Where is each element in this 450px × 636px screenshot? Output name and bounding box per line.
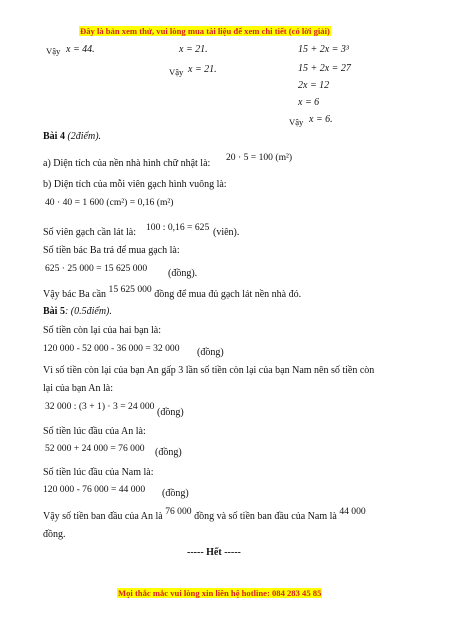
exercise-points: : (0.5điểm). bbox=[64, 306, 112, 317]
an-remaining-equation: 32 000 : (3 + 1) · 3 = 24 000 bbox=[45, 401, 155, 412]
conclusion-prefix: Vậy bác Ba cần bbox=[43, 289, 107, 300]
reason-line-2: lại của bạn An là: bbox=[43, 383, 113, 394]
conclusion-middle: đồng và số tiền ban đầu của Nam là bbox=[194, 511, 337, 522]
remaining-equation: 120 000 - 52 000 - 36 000 = 32 000 bbox=[43, 343, 180, 354]
remaining-text: Số tiền còn lại của hai bạn là: bbox=[43, 325, 162, 336]
final-conclusion-end: đồng. bbox=[43, 529, 66, 540]
part-b-equation: 40 · 40 = 1 600 (cm²) = 0,16 (m²) bbox=[45, 197, 174, 208]
equation: 15 + 2x = 27 bbox=[298, 63, 351, 74]
an-start-unit: (đồng) bbox=[155, 447, 182, 458]
conclusion-suffix: đồng để mua đủ gạch lát nền nhà đó. bbox=[154, 289, 302, 300]
an-start-equation: 52 000 + 24 000 = 76 000 bbox=[45, 443, 145, 454]
equation: x = 21. bbox=[188, 64, 217, 75]
an-amount: 76 000 bbox=[165, 506, 192, 517]
conclusion-label: Vậy bbox=[46, 46, 61, 56]
equation: 15 + 2x = 3³ bbox=[298, 44, 349, 55]
nam-start-equation: 120 000 - 76 000 = 44 000 bbox=[43, 484, 146, 495]
payment-equation: 625 · 25 000 = 15 625 000 bbox=[45, 263, 148, 274]
conclusion-prefix: Vậy số tiền ban đầu của An là bbox=[43, 511, 163, 522]
part-b-text: b) Diện tích của mỗi viên gạch hình vuông là: bbox=[43, 179, 227, 190]
equation: x = 44. bbox=[66, 44, 95, 55]
payment-unit: (đồng). bbox=[168, 268, 198, 279]
nam-start-text: Số tiền lúc đầu của Nam là: bbox=[43, 467, 154, 478]
nam-start-unit: (đồng) bbox=[162, 488, 189, 499]
exercise-5-heading bbox=[43, 306, 112, 317]
part-a-equation: 20 · 5 = 100 (m²) bbox=[226, 152, 293, 163]
exercise-title: Bài 5 bbox=[43, 306, 65, 317]
remaining-unit: (đồng) bbox=[197, 347, 224, 358]
an-start-text: Số tiền lúc đầu của An là: bbox=[43, 426, 146, 437]
conclusion-label: Vậy bbox=[289, 117, 304, 127]
nam-amount: 44 000 bbox=[339, 506, 366, 517]
conclusion-text bbox=[43, 284, 302, 300]
preview-notice-banner: Đây là bản xem thử, vui lòng mua tài liệu để xem chi tiết (có lời giải) bbox=[80, 26, 330, 36]
conclusion-label: Vậy bbox=[169, 67, 184, 77]
exercise-title: Bài 4 bbox=[43, 131, 65, 142]
tiles-unit: (viên). bbox=[213, 227, 240, 238]
final-conclusion bbox=[43, 506, 366, 522]
hotline-banner: Mọi thắc mắc vui lòng xin liên hệ hotline: 084 283 45 85 bbox=[118, 588, 322, 598]
reason-line-1: Vì số tiền còn lại của bạn An gấp 3 lần số tiền còn lại của bạn Nam nên số tiền còn bbox=[43, 365, 375, 376]
tiles-equation: 100 : 0,16 = 625 bbox=[146, 222, 210, 233]
payment-text: Số tiền bác Ba trả để mua gạch là: bbox=[43, 245, 180, 256]
exercise-4-heading bbox=[43, 131, 101, 142]
end-marker: ----- Hết ----- bbox=[187, 547, 241, 558]
equation: x = 6. bbox=[309, 114, 333, 125]
part-a-text: a) Diện tích của nền nhà hình chữ nhật là: bbox=[43, 158, 211, 169]
tiles-text: Số viên gạch cần lát là: bbox=[43, 227, 137, 238]
equation: x = 21. bbox=[179, 44, 208, 55]
conclusion-value: 15 625 000 bbox=[108, 284, 152, 295]
equation: 2x = 12 bbox=[298, 80, 330, 91]
an-remaining-unit: (đồng) bbox=[157, 407, 184, 418]
exercise-points: (2điểm). bbox=[67, 131, 102, 142]
equation: x = 6 bbox=[298, 97, 320, 108]
